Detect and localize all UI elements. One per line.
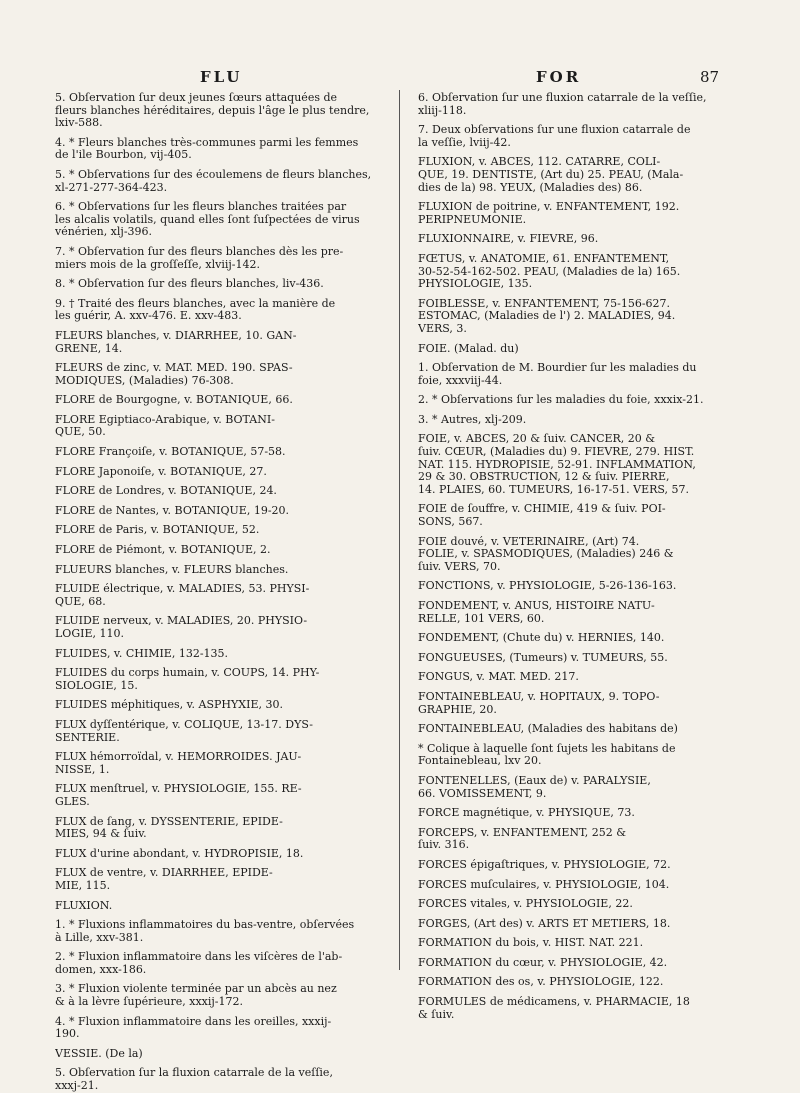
entry-line: FLUIDE nerveux, v. MALADIES, 20. PHYSIO-: [55, 615, 308, 628]
index-entry: [55, 505, 385, 518]
entry-line: FLORE Françoiſe, v. BOTANIQUE, 57-58.: [55, 446, 286, 459]
index-entry: [55, 919, 385, 944]
index-entry: [418, 632, 718, 645]
entry-line: FORMULES de médicamens, v. PHARMACIE, 18: [418, 996, 690, 1009]
entry-line: 1. * Fluxions inflammatoires du bas-ventre, obſervées: [55, 919, 355, 932]
index-entry: [418, 775, 718, 800]
entry-line: FLEURS de zinc, v. MAT. MÉD. 190. SPAS-: [55, 362, 293, 375]
running-header-right: FOR: [536, 68, 582, 86]
index-entry: [418, 937, 718, 950]
entry-line: & ſuiv.: [418, 1008, 455, 1021]
entry-line: FORCEPS, v. ENFANTEMENT, 252 &: [418, 826, 627, 839]
entry-line: FLORE de Bourgogne, v. BOTANIQUE, 66.: [55, 394, 293, 407]
index-entry: [55, 246, 385, 271]
entry-line: ſuiv. 316.: [418, 839, 470, 852]
entry-line: FONTAINEBLEAU, (Maladies des habitans de): [418, 723, 678, 736]
entry-line: 5. Obſervation ſur deux jeunes ſœurs attaquées de: [55, 92, 338, 104]
entry-line: MIE, 115.: [55, 879, 111, 892]
index-entry: [418, 433, 718, 496]
entry-line: SONS, 567.: [418, 516, 483, 529]
entry-line: FLUEURS blanches, v. FLEURS blanches.: [55, 563, 289, 576]
entry-line: 190.: [55, 1028, 80, 1041]
index-entry: [55, 583, 385, 608]
index-entry: [418, 156, 718, 194]
entry-line: 30-52-54-162-502. PEAU, (Maladies de la) 165.: [418, 265, 681, 278]
entry-line: FLUXION, v. ABCÈS, 112. CATARRE, COLI-: [418, 156, 661, 169]
entry-line: ESTOMAC, (Maladies de l') 2. MALADIES, 94.: [418, 310, 676, 323]
index-entry: [418, 394, 718, 407]
entry-line: FORCES épigaſtriques, v. PHYSIOLOGIE, 72.: [418, 858, 671, 871]
entry-line: FLUX hémorroïdal, v. HÉMORROÏDES. JAU-: [55, 751, 302, 764]
entry-line: dies de la) 98. YEUX, (Maladies des) 86.: [418, 181, 643, 194]
entry-line: NISSE, 1.: [55, 763, 110, 776]
entry-line: QUE, 50.: [55, 426, 106, 439]
index-entry: [55, 900, 385, 913]
entry-line: FONTAINEBLEAU, v. HÔPITAUX, 9. TOPO-: [418, 690, 660, 703]
entry-line: FONDEMENT, (Chute du) v. HERNIES, 140.: [418, 632, 665, 645]
entry-line: RELLE, 101 VERS, 60.: [418, 612, 545, 625]
index-entry: [55, 201, 385, 239]
index-entry: [418, 652, 718, 665]
index-entry: [418, 918, 718, 931]
index-entry: [55, 446, 385, 459]
index-entry: [55, 544, 385, 557]
entry-line: VESSIE. (De la): [55, 1047, 143, 1060]
entry-line: 3. * Autres, xlj-209.: [418, 413, 527, 426]
entry-line: miers mois de la groſſeſſe, xlviij-142.: [55, 258, 261, 271]
entry-line: ſuiv. VERS, 70.: [418, 560, 501, 573]
entry-line: VERS, 3.: [418, 322, 467, 335]
index-entry: [418, 343, 718, 356]
index-entry: [55, 951, 385, 976]
entry-line: xl-271-277-364-423.: [55, 181, 168, 194]
index-entry: [55, 983, 385, 1008]
entry-line: MODIQUES, (Maladies) 76-308.: [55, 374, 234, 387]
index-entry: [55, 615, 385, 640]
entry-line: 1. Obſervation de M. Bourdier ſur les maladies du: [418, 362, 697, 375]
entry-line: FLORE Japonoiſe, v. BOTANIQUE, 27.: [55, 465, 267, 478]
entry-line: SIOLOGIE, 15.: [55, 679, 138, 692]
right-column: [418, 92, 718, 1021]
entry-line: * Colique à laquelle ſont ſujets les habitans de: [418, 742, 676, 755]
entry-line: ſuiv. CŒUR, (Maladies du) 9. FIÈVRE, 279. HIST.: [418, 446, 695, 459]
entry-line: FONTENELLES, (Eaux de) v. PARALYSIE,: [418, 774, 651, 787]
entry-line: FLUIDES, v. CHIMIE, 132-135.: [55, 647, 229, 660]
entry-line: FOIE de ſouffre, v. CHIMIE, 419 & ſuiv. POI-: [418, 503, 666, 516]
entry-line: FOIBLESSE, v. ENFANTEMENT, 75-156-627.: [418, 297, 671, 310]
entry-line: FOIE, v. ABCÈS, 20 & ſuiv. CANCER, 20 &: [418, 433, 656, 446]
entry-line: FLUX d'urine abondant, v. HYDROPISIE, 18.: [55, 847, 304, 860]
index-entry: [55, 816, 385, 841]
entry-line: FONDEMENT, v. ANUS, HISTOIRE NATU-: [418, 600, 655, 612]
entry-line: FORCES muſculaires, v. PHYSIOLOGIE, 104.: [418, 878, 670, 891]
index-entry: [55, 667, 385, 692]
entry-line: FLUX dyſſentérique, v. COLIQUE, 13-17. DYS-: [55, 718, 314, 731]
entry-line: GLES.: [55, 795, 90, 808]
entry-line: QUE, 19. DENTISTE, (Art du) 25. PEAU, (Mala-: [418, 168, 684, 181]
index-entry: [418, 233, 718, 246]
index-entry: [55, 751, 385, 776]
index-entry: [55, 485, 385, 498]
index-entry: [418, 976, 718, 989]
index-entry: [55, 524, 385, 537]
index-entry: [55, 92, 385, 130]
entry-line: de l'ile Bourbon, vij-405.: [55, 149, 192, 162]
index-entry: [418, 503, 718, 528]
entry-line: FLORE de Nantes, v. BOTANIQUE, 19-20.: [55, 504, 290, 517]
entry-line: FLORE de Londres, v. BOTANIQUE, 24.: [55, 485, 277, 498]
entry-line: 7. Deux obſervations ſur une fluxion catarrale de: [418, 124, 691, 137]
index-entry: [55, 719, 385, 744]
column-divider: [399, 90, 400, 970]
entry-line: 5. Obſervation ſur la fluxion catarrale de la veſſie,: [55, 1067, 333, 1080]
entry-line: 8. * Obſervation ſur des fleurs blanches, liv-436.: [55, 278, 324, 291]
entry-line: PÉRIPNEUMONIE.: [418, 213, 527, 226]
entry-line: lxiv-588.: [55, 117, 103, 130]
entry-line: FLORE de Piémont, v. BOTANIQUE, 2.: [55, 544, 271, 557]
entry-line: xliij-118.: [418, 104, 467, 117]
entry-line: LOGIE, 110.: [55, 628, 124, 640]
entry-line: 66. VOMISSEMENT, 9.: [418, 787, 547, 800]
index-entry: [418, 827, 718, 852]
entry-line: 3. * Fluxion violente terminée par un abcès au nez: [55, 983, 337, 996]
entry-line: SENTERIE.: [55, 731, 120, 744]
entry-line: & à la lèvre ſupérieure, xxxij-172.: [55, 996, 244, 1009]
entry-line: MIES, 94 & ſuiv.: [55, 828, 147, 841]
entry-line: FONGUS, v. MAT. MÉD. 217.: [418, 671, 579, 684]
index-entry: [55, 783, 385, 808]
index-entry: [55, 648, 385, 661]
page-number: 87: [700, 68, 720, 86]
entry-line: foie, xxxviij-44.: [418, 374, 503, 387]
entry-line: FLUXIONNAIRE, v. FIÈVRE, 96.: [418, 233, 599, 246]
index-entry: [418, 298, 718, 336]
entry-line: la veſſie, lviij-42.: [418, 136, 511, 149]
entry-line: 7. * Obſervation ſur des fleurs blanches dès les pre-: [55, 245, 344, 258]
index-entry: [418, 898, 718, 911]
entry-line: vénérien, xlj-396.: [55, 226, 153, 239]
index-entry: [55, 278, 385, 291]
index-entry: [55, 848, 385, 861]
index-entry: [55, 169, 385, 194]
entry-line: FORMATION du bois, v. HIST. NAT. 221.: [418, 937, 644, 950]
entry-line: FLEURS blanches, v. DIARRHÉE, 10. GAN-: [55, 329, 297, 342]
entry-line: FŒTUS, v. ANATOMIE, 61. ENFANTEMENT,: [418, 252, 670, 265]
entry-line: xxxj-21.: [55, 1080, 99, 1093]
index-entry: [55, 137, 385, 162]
entry-line: 6. Obſervation ſur une fluxion catarrale de la veſſie,: [418, 92, 707, 104]
left-column: [55, 92, 385, 1093]
entry-line: 29 & 30. OBSTRUCTION, 12 & ſuiv. PIERRE,: [418, 471, 670, 484]
index-entry: [55, 1067, 385, 1092]
entry-line: Fontainebleau, lxv 20.: [418, 755, 542, 768]
index-entry: [418, 723, 718, 736]
index-entry: [55, 867, 385, 892]
entry-line: 2. * Fluxion inflammatoire dans les viſcères de l'ab-: [55, 951, 343, 964]
entry-line: 6. * Obſervations ſur les fleurs blanches traitées par: [55, 201, 347, 214]
entry-line: 4. * Fleurs blanches très-communes parmi les femmes: [55, 136, 359, 149]
entry-line: 4. * Fluxion inflammatoire dans les oreilles, xxxij-: [55, 1015, 332, 1028]
entry-line: FORMATION des os, v. PHYSIOLOGIE, 122.: [418, 976, 664, 989]
index-entry: [418, 92, 718, 117]
entry-line: FLUIDES du corps humain, v. COUPS, 14. PHY-: [55, 667, 320, 680]
entry-line: FORCE magnétique, v. PHYSIQUE, 73.: [418, 807, 635, 820]
entry-line: FLUIDE électrique, v. MALADIES, 53. PHYSI-: [55, 583, 310, 596]
entry-line: FLUXION.: [55, 899, 113, 912]
index-entry: [418, 691, 718, 716]
index-entry: [55, 564, 385, 577]
index-entry: [418, 743, 718, 768]
index-entry: [418, 362, 718, 387]
index-entry: [55, 414, 385, 439]
index-entry: [418, 600, 718, 625]
index-entry: [418, 414, 718, 427]
entry-line: NAT. 115. HYDROPISIE, 52-91. INFLAMMATION,: [418, 458, 696, 471]
entry-line: FOLIE, v. SPASMODIQUES, (Maladies) 246 &: [418, 548, 674, 561]
entry-line: FLUX menſtruel, v. PHYSIOLOGIE, 155. RÈ-: [55, 783, 302, 796]
entry-line: FLUX de ſang, v. DYSSENTERIE, ÉPIDÉ-: [55, 815, 283, 828]
index-entry: [55, 394, 385, 407]
entry-line: GRAPHIE, 20.: [418, 703, 497, 716]
entry-line: FORGES, (Art des) v. ARTS ET MÉTIERS, 18.: [418, 917, 671, 930]
entry-line: 14. PLAIES, 60. TUMEURS, 16-17-51. VERS, 57.: [418, 483, 690, 496]
entry-line: FLUX de ventre, v. DIARRHÉE, ÉPIDÉ-: [55, 867, 273, 880]
entry-line: FOIE douvé, v. VÉTÉRINAIRE, (Art) 74.: [418, 535, 640, 548]
entry-line: domen, xxx-186.: [55, 963, 147, 976]
entry-line: FONGUEUSES, (Tumeurs) v. TUMEURS, 55.: [418, 651, 668, 664]
index-entry: [418, 671, 718, 684]
index-entry: [418, 957, 718, 970]
index-entry: [418, 253, 718, 291]
entry-line: FONCTIONS, v. PHYSIOLOGIE, 5-26-136-163.: [418, 580, 677, 593]
entry-line: FOIE. (Malad. du): [418, 342, 519, 355]
entry-line: à Lille, xxv-381.: [55, 931, 144, 944]
index-entry: [418, 580, 718, 593]
entry-line: fleurs blanches héréditaires, depuis l'âge le plus tendre,: [55, 104, 370, 117]
index-entry: [418, 536, 718, 574]
index-entry: [418, 996, 718, 1021]
entry-line: 2. * Obſervations ſur les maladies du foie, xxxix-21.: [418, 394, 704, 407]
entry-line: FLORE Egiptiaco-Arabique, v. BOTANI-: [55, 413, 275, 426]
index-entry: [418, 807, 718, 820]
entry-line: les guérir, A. xxv-476. E. xxv-483.: [55, 310, 242, 323]
index-entry: [418, 201, 718, 226]
running-header-left: FLU: [200, 68, 243, 86]
entry-line: 9. † Traité des fleurs blanches, avec la manière de: [55, 297, 336, 310]
index-entry: [55, 1016, 385, 1041]
index-entry: [55, 298, 385, 323]
entry-line: QUE, 68.: [55, 595, 106, 608]
index-entry: [418, 879, 718, 892]
index-entry: [55, 362, 385, 387]
entry-line: les alcalis volatils, quand elles ſont ſuſpectées de virus: [55, 213, 360, 226]
entry-line: FORCES vitales, v. PHYSIOLOGIE, 22.: [418, 898, 633, 911]
index-entry: [55, 466, 385, 479]
index-entry: [55, 330, 385, 355]
index-entry: [55, 1048, 385, 1061]
entry-line: FLUIDES méphitiques, v. ASPHYXIE, 30.: [55, 699, 283, 712]
entry-line: GRÈNE, 14.: [55, 342, 123, 355]
entry-line: FLUXION de poitrine, v. ENFANTEMENT, 192.: [418, 201, 680, 214]
entry-line: PHYSIOLOGIE, 135.: [418, 278, 533, 291]
entry-line: 5. * Obſervations ſur des écoulemens de fleurs blanches,: [55, 168, 372, 181]
entry-line: FLORE de Paris, v. BOTANIQUE, 52.: [55, 524, 260, 537]
index-entry: [55, 699, 385, 712]
index-entry: [418, 859, 718, 872]
index-entry: [418, 124, 718, 149]
entry-line: FORMATION du cœur, v. PHYSIOLOGIE, 42.: [418, 956, 668, 969]
